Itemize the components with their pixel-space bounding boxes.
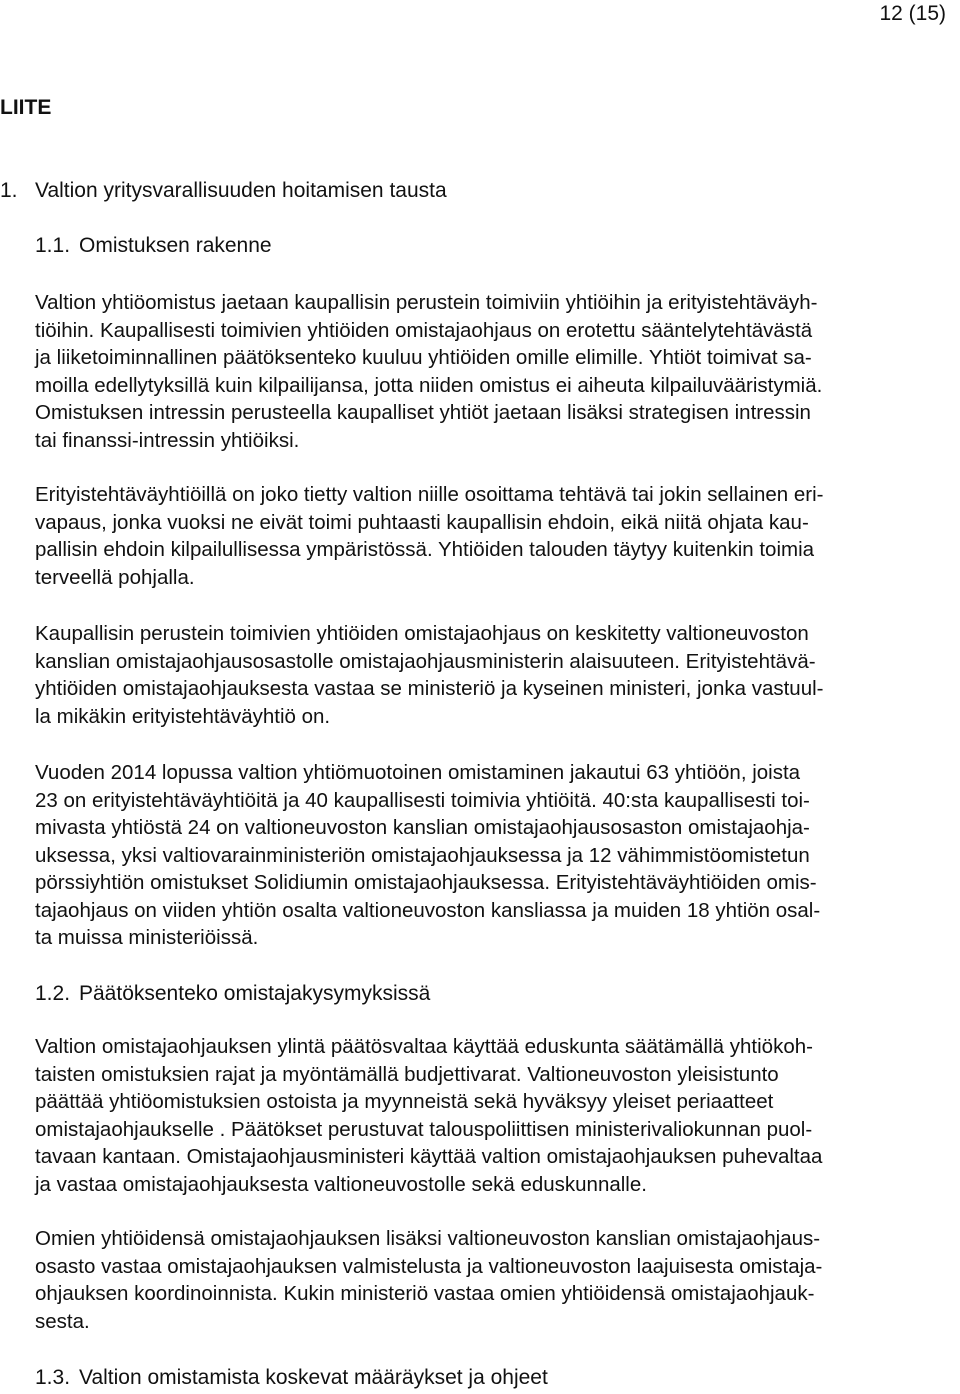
paragraph-ownership-structure <box>35 289 945 454</box>
text-line: terveellä pohjalla. <box>35 565 195 589</box>
text-line: taisten omistuksien rajat ja myöntämällä budjettivarat. Valtioneuvoston yleisistunto <box>35 1062 779 1086</box>
paragraph-2014-figures <box>35 759 945 952</box>
section-heading-1 <box>0 177 447 205</box>
text-line: osasto vastaa omistajaohjauksen valmistelusta ja valtioneuvoston laajuisesta omistaja- <box>35 1254 823 1278</box>
text-line: tavaan kantaan. Omistajaohjausministeri käyttää valtion omistajaohjauksen puhevaltaa <box>35 1145 823 1168</box>
section-heading-1-1 <box>35 232 272 260</box>
text-line: 23 on erityistehtäväyhtiöitä ja 40 kaupallisesti toimivia yhtiöitä. 40:sta kaupallisesti toi- <box>35 788 810 812</box>
text-line: uksessa, yksi valtiovarainministeriön omistajaohjauksessa ja 12 vähimmistöomistetun <box>35 843 810 867</box>
text-line: Valtion yhtiöomistus jaetaan kaupallisin perustein toimiviin yhtiöihin ja erityistehtäväyh- <box>35 291 818 314</box>
section-number: 1. <box>0 179 18 202</box>
section-title: Valtion omistamista koskevat määräykset ja ohjeet <box>79 1366 548 1389</box>
page-number: 12 (15) <box>879 2 946 25</box>
text-line: ja vastaa omistajaohjauksesta valtioneuvostolle sekä eduskunnalle. <box>35 1172 647 1196</box>
section-heading-1-2 <box>35 980 430 1008</box>
text-line: mivasta yhtiöstä 24 on valtioneuvoston kanslian omistajaohjausosaston omistajaohja- <box>35 816 810 839</box>
text-line: ta muissa ministeriöissä. <box>35 926 259 949</box>
text-line: pallisin ehdoin kilpailullisessa ympäristössä. Yhtiöiden talouden täytyy kuitenkin toimia <box>35 538 815 561</box>
text-line: ohjauksen koordinoinnista. Kukin ministeriö vastaa omien yhtiöidensä omistajaohjauk- <box>35 1282 815 1305</box>
text-line: ja liiketoiminnallinen päätöksenteko kuuluu yhtiöiden omille elimille. Yhtiöt toimivat sa- <box>35 346 812 369</box>
section-number: 1.1. <box>35 234 71 257</box>
text-line: la mikäkin erityistehtäväyhtiö on. <box>35 704 331 728</box>
section-heading-1-3 <box>35 1364 548 1392</box>
paragraph-decision-making <box>35 1033 945 1198</box>
text-line: sesta. <box>35 1309 90 1333</box>
text-line: yhtiöiden omistajaohjauksesta vastaa se ministeriö ja kyseinen ministeri, jonka vastuul- <box>35 677 824 700</box>
text-line: Vuoden 2014 lopussa valtion yhtiömuotoinen omistaminen jakautui 63 yhtiöön, joista <box>35 761 801 784</box>
annex-title: LIITE <box>0 96 52 119</box>
section-title: Valtion yritysvarallisuuden hoitamisen tausta <box>35 179 447 202</box>
text-line: Erityistehtäväyhtiöillä on joko tietty valtion niille osoittama tehtävä tai jokin sellainen eri- <box>35 483 824 506</box>
section-title: Omistuksen rakenne <box>79 234 272 257</box>
text-line: Kaupallisin perustein toimivien yhtiöiden omistajaohjaus on keskitetty valtioneuvoston <box>35 622 809 645</box>
section-title: Päätöksenteko omistajakysymyksissä <box>79 982 431 1005</box>
text-line: tajaohjaus on viiden yhtiön osalta valtioneuvoston kansliassa ja muiden 18 yhtiön osal- <box>35 898 821 922</box>
text-line: tai finanssi-intressin yhtiöiksi. <box>35 428 300 452</box>
text-line: vapaus, jonka vuoksi ne eivät toimi puhtaasti kaupallisin ehdoin, eikä niitä ohjata kau- <box>35 510 809 534</box>
text-line: Valtion omistajaohjauksen ylintä päätösvaltaa käyttää eduskunta säätämällä yhtiökoh- <box>35 1035 813 1058</box>
text-line: kanslian omistajaohjausosastolle omistajaohjausministerin alaisuuteen. Erityistehtävä- <box>35 649 816 673</box>
text-line: Omien yhtiöidensä omistajaohjauksen lisäksi valtioneuvoston kanslian omistajaohjaus- <box>35 1227 821 1250</box>
section-number: 1.2. <box>35 982 71 1005</box>
text-line: tiöihin. Kaupallisesti toimivien yhtiöiden omistajaohjaus on erotettu sääntelytehtävästä <box>35 318 813 342</box>
text-line: Omistuksen intressin perusteella kaupalliset yhtiöt jaetaan lisäksi strategisen intressin <box>35 401 811 424</box>
paragraph-coordination <box>35 1225 945 1335</box>
paragraph-ownership-steering <box>35 620 945 730</box>
paragraph-special-task-companies <box>35 481 945 591</box>
text-line: pörssiyhtiön omistukset Solidiumin omistajaohjauksessa. Erityistehtäväyhtiöiden omis- <box>35 871 817 894</box>
text-line: omistajaohjaukselle . Päätökset perustuvat talouspoliittisen ministerivaliokunnan puol- <box>35 1117 813 1141</box>
text-line: päättää yhtiöomistuksien ostoista ja myynneistä sekä hyväksyy yleiset periaatteet <box>35 1090 774 1113</box>
section-number: 1.3. <box>35 1366 71 1389</box>
text-line: moilla edellytyksillä kuin kilpailijansa, jotta niiden omistus ei aiheuta kilpailuvääristymiä. <box>35 373 823 397</box>
